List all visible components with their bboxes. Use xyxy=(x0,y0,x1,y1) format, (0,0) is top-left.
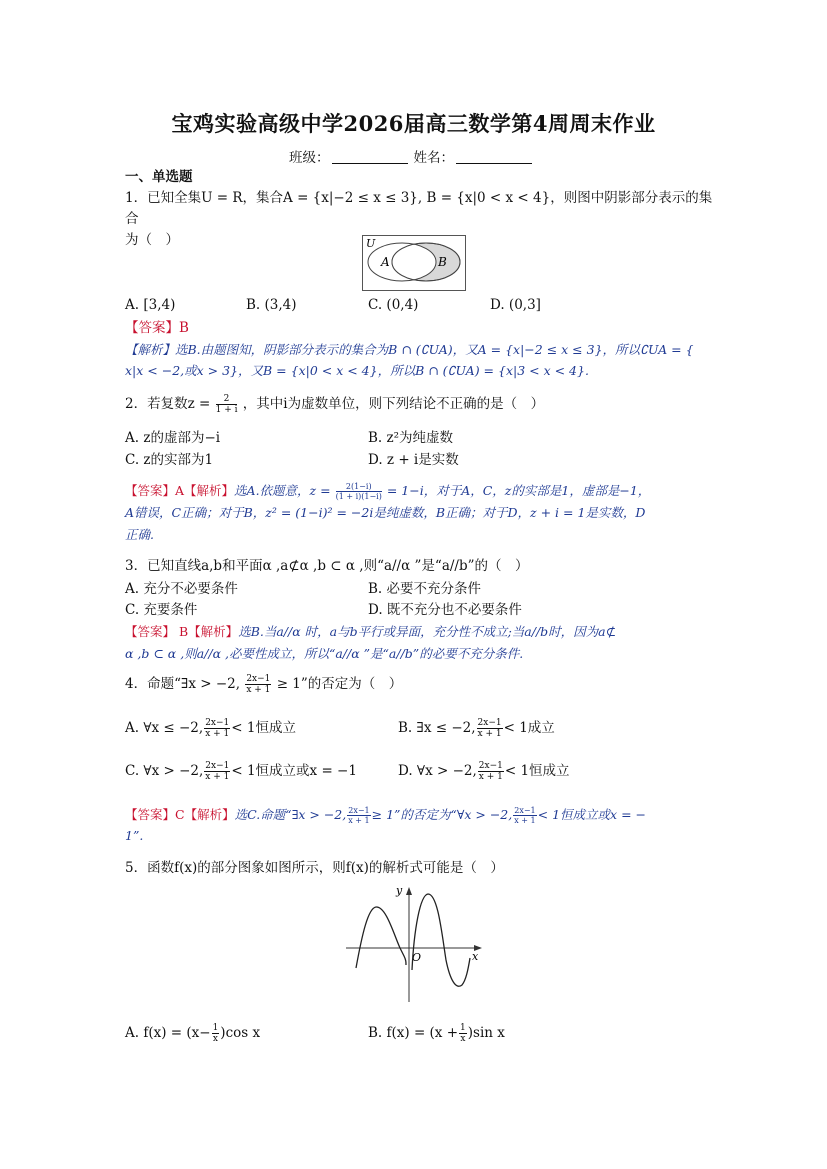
q3-option-b[interactable]: B. 必要不充分条件 xyxy=(368,581,482,597)
q2-expl-part2: = 1−i，对于A，C，z的实部是1，虚部是−1， xyxy=(386,483,651,498)
page-title: 宝鸡实验高级中学2026届高三数学第4周周末作业 xyxy=(171,111,656,136)
q4-frac-den: x + 1 xyxy=(246,685,271,695)
q4-expl-line2: 1”. xyxy=(125,828,144,843)
q2-expl-line1 xyxy=(125,480,715,502)
venn-label-b: B xyxy=(438,255,447,269)
q5-option-a-pre: A. f(x) = (x− xyxy=(125,1025,211,1041)
q3-explanation xyxy=(125,621,715,665)
venn-label-a: A xyxy=(381,255,390,269)
q2-stem-fraction xyxy=(216,394,238,415)
q4-a-frac-den: x + 1 xyxy=(205,729,230,739)
q1-option-b[interactable]: B. (3,4) xyxy=(246,297,297,313)
q3-option-a[interactable]: A. 充分不必要条件 xyxy=(125,581,238,597)
q3-expl-line2: α ,b ⊂ α ,则a//α ,必要性成立，所以“a//α ”是“a//b”的必要不充分条件. xyxy=(125,646,524,661)
q2-explanation xyxy=(125,480,715,546)
q4-explanation xyxy=(125,803,715,845)
q3-option-c[interactable]: C. 充要条件 xyxy=(125,602,198,618)
q2-stem xyxy=(125,394,715,415)
q5-b-frac-den: x xyxy=(460,1034,466,1044)
q4-option-a-post: < 1恒成立 xyxy=(231,720,296,736)
q5-option-a[interactable] xyxy=(125,1023,260,1044)
q4-expl-frac1-num: 2x−1 xyxy=(348,806,370,815)
q2-option-a[interactable]: A. z的虚部为−i xyxy=(125,430,221,446)
q3-answer: 【答案】 B xyxy=(125,624,189,639)
q4-stem-post: ≥ 1”的否定为（ ） xyxy=(276,676,403,692)
q4-expl-part1: 选C.命题“∃x > −2, xyxy=(234,807,347,822)
q2-stem-pre: 2．若复数z = xyxy=(125,396,211,412)
q4-option-b[interactable] xyxy=(398,716,555,739)
q4-d-frac-den: x + 1 xyxy=(478,772,503,782)
q4-options-row1 xyxy=(125,716,715,742)
q1-stem-line2: 为（ ） xyxy=(125,232,179,248)
q4-option-b-fraction xyxy=(477,718,503,739)
q4-option-a[interactable] xyxy=(125,716,296,739)
q4-option-b-post: < 1成立 xyxy=(503,720,555,736)
q4-option-a-pre: A. ∀x ≤ −2, xyxy=(125,720,204,736)
q5-b-frac-num: 1 xyxy=(460,1023,466,1033)
q4-expl-fraction-1 xyxy=(347,806,370,825)
q4-d-frac-num: 2x−1 xyxy=(478,761,503,771)
q2-stem-post: ，其中i为虚数单位，则下列结论不正确的是（ ） xyxy=(242,396,545,412)
q4-b-frac-den: x + 1 xyxy=(477,729,502,739)
q4-expl-line1 xyxy=(125,803,715,827)
q2-expl-fraction xyxy=(336,482,382,501)
graph-curve xyxy=(356,894,470,986)
q2-expl-head: 【解析】 xyxy=(184,483,235,498)
q4-c-frac-num: 2x−1 xyxy=(205,761,230,771)
q4-option-b-pre: B. ∃x ≤ −2, xyxy=(398,720,476,736)
q1-answer: 【答案】B xyxy=(125,320,189,336)
q5-option-a-post: )cos x xyxy=(220,1025,261,1041)
venn-label-u: U xyxy=(366,237,376,250)
q4-expl-frac1-den: x + 1 xyxy=(348,816,370,825)
q1-option-a[interactable]: A. [3,4) xyxy=(125,297,176,313)
q4-option-d-post: < 1恒成立 xyxy=(504,763,570,779)
q3-options-row1 xyxy=(125,577,715,597)
q4-b-frac-num: 2x−1 xyxy=(477,718,502,728)
q5-option-b-pre: B. f(x) = (x + xyxy=(368,1025,459,1041)
q2-expl-line2: A错误，C正确；对于B，z² = (1−i)² = −2i是纯虚数，B正确；对于D，z + i = 1是实数，D xyxy=(125,505,646,520)
q5-option-b-fraction xyxy=(459,1023,467,1044)
q1-option-c[interactable]: C. (0,4) xyxy=(368,297,419,313)
q1-expl-line2: x|x < −2,或x > 3}，又B = {x|0 < x < 4}，所以B ∩ (∁UA) = {x|3 < x < 4}. xyxy=(125,363,589,378)
q3-expl-head: 【解析】 xyxy=(188,624,239,639)
name-blank[interactable] xyxy=(456,150,532,164)
student-info-line xyxy=(0,146,827,166)
q2-expl-line3: 正确. xyxy=(125,527,154,542)
graph-label-origin: O xyxy=(412,951,422,964)
class-label: 班级： xyxy=(289,150,330,166)
q1-options xyxy=(125,297,715,317)
q1-expl-line1: 【解析】选B.由题图知，阴影部分表示的集合为B ∩ (∁UA)，又A = {x|−2 ≤ x ≤ 3}，所以∁UA = { xyxy=(125,342,694,357)
name-label: 姓名： xyxy=(413,150,454,166)
q2-option-c[interactable]: C. z的实部为1 xyxy=(125,452,214,468)
q5-option-a-fraction xyxy=(212,1023,220,1044)
q4-option-d[interactable] xyxy=(398,759,570,782)
q4-options-row2 xyxy=(125,759,715,785)
q4-option-c-pre: C. ∀x > −2, xyxy=(125,763,204,779)
q3-option-d[interactable]: D. 既不充分也不必要条件 xyxy=(368,602,522,618)
q4-option-d-fraction xyxy=(478,761,504,782)
q4-stem-fraction xyxy=(245,674,271,695)
q2-answer: 【答案】A xyxy=(125,483,185,498)
q4-expl-frac2-num: 2x−1 xyxy=(514,806,536,815)
q4-option-c[interactable] xyxy=(125,759,357,782)
q5-stem: 5．函数f(x)的部分图象如图所示，则f(x)的解析式可能是（ ） xyxy=(125,860,504,876)
q2-options-row2 xyxy=(125,448,715,468)
q2-frac-den: 1 + i xyxy=(215,405,238,415)
q2-options-row1 xyxy=(125,426,715,446)
section-heading: 一、单选题 xyxy=(125,169,193,185)
q4-stem xyxy=(125,674,715,695)
q4-expl-frac2-den: x + 1 xyxy=(514,816,536,825)
graph-label-y: y xyxy=(396,884,403,897)
q3-expl-line1 xyxy=(125,621,715,643)
q4-answer: 【答案】C xyxy=(125,807,185,822)
q4-a-frac-num: 2x−1 xyxy=(205,718,230,728)
class-blank[interactable] xyxy=(332,150,408,164)
function-graph xyxy=(342,880,487,1005)
graph-y-arrow xyxy=(406,887,412,895)
q2-frac-num: 2 xyxy=(216,394,238,405)
q3-stem: 3．已知直线a,b和平面α ,a⊄α ,b ⊂ α ,则“a//α ”是“a//b”的（ ） xyxy=(125,558,529,574)
q2-expl-frac-den: (1 + i)(1−i) xyxy=(335,492,382,501)
q4-expl-head: 【解析】 xyxy=(184,807,235,822)
q4-frac-num: 2x−1 xyxy=(246,674,271,684)
venn-diagram xyxy=(362,235,466,291)
q5-option-b-post: )sin x xyxy=(467,1025,505,1041)
q2-option-b[interactable]: B. z²为纯虚数 xyxy=(368,430,454,446)
q2-option-d[interactable]: D. z + i是实数 xyxy=(368,452,459,468)
q4-option-a-fraction xyxy=(204,718,230,739)
q3-options-row2 xyxy=(125,598,715,618)
q1-stem-line1: 1．已知全集U = R，集合A = {x|−2 ≤ x ≤ 3}, B = {x|0 < x < 4}，则图中阴影部分表示的集合 xyxy=(125,190,713,227)
q4-option-c-fraction xyxy=(204,761,230,782)
q4-c-frac-den: x + 1 xyxy=(205,772,230,782)
q4-stem-pre: 4．命题“∃x > −2, xyxy=(125,676,241,692)
q5-option-b[interactable] xyxy=(368,1023,505,1044)
q4-option-d-pre: D. ∀x > −2, xyxy=(398,763,477,779)
q1-explanation xyxy=(125,339,715,381)
q4-expl-part3: < 1恒成立或x = − xyxy=(537,807,646,822)
q2-expl-part1: 选A.依题意，z = xyxy=(234,483,331,498)
q4-option-c-post: < 1恒成立或x = −1 xyxy=(231,763,357,779)
q5-a-frac-num: 1 xyxy=(212,1023,219,1033)
q1-option-d[interactable]: D. (0,3] xyxy=(490,297,541,313)
q4-expl-part2: ≥ 1”的否定为“∀x > −2, xyxy=(371,807,513,822)
q2-expl-frac-num: 2(1−i) xyxy=(336,482,382,492)
q4-expl-fraction-2 xyxy=(513,806,536,825)
q5-options-row1 xyxy=(125,1023,715,1049)
graph-label-x: x xyxy=(472,950,479,963)
q5-a-frac-den: x xyxy=(212,1034,218,1044)
q3-expl-part1: 选B.当a//α 时，a与b平行或异面，充分性不成立;当a//b时，因为a⊄ xyxy=(238,624,617,639)
